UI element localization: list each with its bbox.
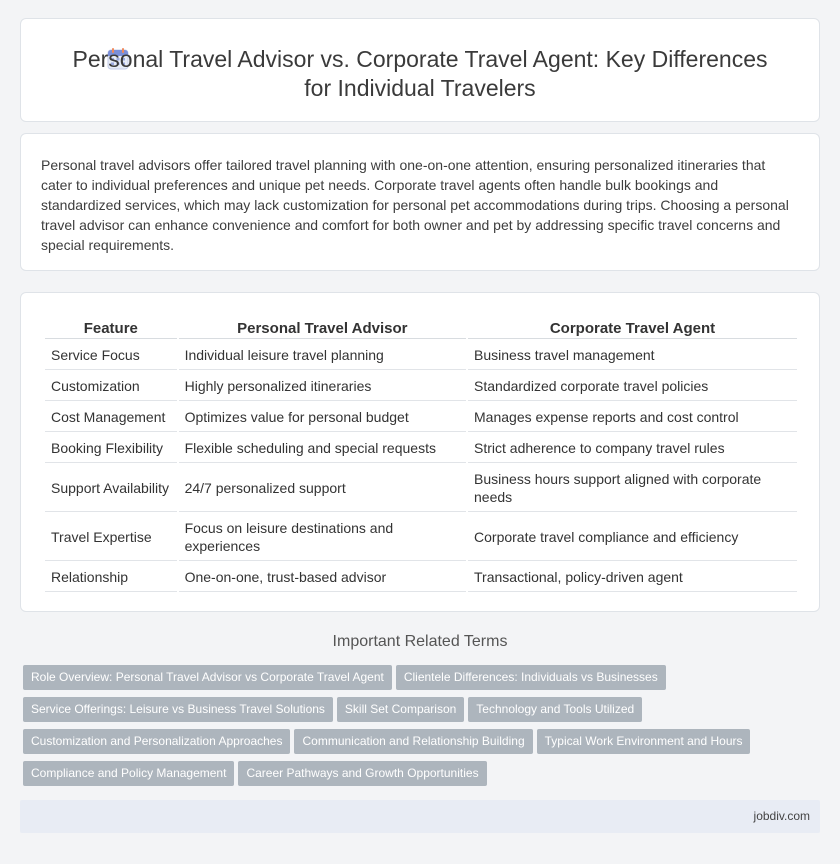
page-title: Personal Travel Advisor vs. Corporate Travel Agent: Key Differences for Individual Travelers — [72, 46, 768, 101]
corporate-cell: Business travel management — [468, 341, 797, 370]
feature-cell: Cost Management — [45, 403, 177, 432]
personal-cell: Highly personalized itineraries — [179, 372, 466, 401]
related-term-tag[interactable]: Customization and Personalization Approaches — [23, 729, 290, 754]
feature-cell: Relationship — [45, 563, 177, 592]
table-header-row — [45, 319, 797, 339]
related-term-tag[interactable]: Skill Set Comparison — [337, 697, 464, 722]
feature-cell: Booking Flexibility — [45, 434, 177, 463]
table-row — [45, 563, 797, 592]
corporate-cell: Manages expense reports and cost control — [468, 403, 797, 432]
related-term-tag[interactable]: Communication and Relationship Building — [294, 729, 532, 754]
personal-cell: 24/7 personalized support — [179, 465, 466, 512]
related-term-tag[interactable]: Technology and Tools Utilized — [468, 697, 642, 722]
table-row — [45, 465, 797, 512]
feature-cell: Support Availability — [45, 465, 177, 512]
corporate-cell: Business hours support aligned with corporate needs — [468, 465, 797, 512]
related-term-tag[interactable]: Typical Work Environment and Hours — [537, 729, 751, 754]
summary-card — [20, 133, 820, 271]
comparison-table — [43, 317, 799, 594]
table-row — [45, 372, 797, 401]
related-term-tag[interactable]: Career Pathways and Growth Opportunities — [238, 761, 486, 786]
related-term-tag[interactable]: Service Offerings: Leisure vs Business Travel Solutions — [23, 697, 333, 722]
personal-cell: Flexible scheduling and special requests — [179, 434, 466, 463]
comparison-card — [20, 292, 820, 612]
corporate-cell: Corporate travel compliance and efficiency — [468, 514, 797, 561]
table-row — [45, 341, 797, 370]
table-row — [45, 403, 797, 432]
related-term-tag[interactable]: Role Overview: Personal Travel Advisor vs Corporate Travel Agent — [23, 665, 392, 690]
column-header: Corporate Travel Agent — [468, 319, 797, 339]
site-link[interactable]: jobdiv.com — [753, 809, 810, 823]
personal-cell: Individual leisure travel planning — [179, 341, 466, 370]
corporate-cell: Transactional, policy-driven agent — [468, 563, 797, 592]
personal-cell: Optimizes value for personal budget — [179, 403, 466, 432]
related-term-tag[interactable]: Compliance and Policy Management — [23, 761, 234, 786]
related-term-tag[interactable]: Clientele Differences: Individuals vs Businesses — [396, 665, 666, 690]
summary-text: Personal travel advisors offer tailored travel planning with one-on-one attention, ensuring personalized itineraries that cater to individual preferences and unique pet needs. Corporate travel agents often handle bulk bookings and standardized services, which may lack customization for personal pet accommodations during trips. Choosing a personal travel advisor can enhance convenience and comfort for both owner and pet by addressing specific travel concerns and special requirements. — [41, 157, 789, 253]
table-row — [45, 514, 797, 561]
table-row — [45, 434, 797, 463]
corporate-cell: Strict adherence to company travel rules — [468, 434, 797, 463]
feature-cell: Service Focus — [45, 341, 177, 370]
personal-cell: Focus on leisure destinations and experiences — [179, 514, 466, 561]
corporate-cell: Standardized corporate travel policies — [468, 372, 797, 401]
feature-cell: Travel Expertise — [45, 514, 177, 561]
column-header: Feature — [45, 319, 177, 339]
title-card — [20, 18, 820, 122]
personal-cell: One-on-one, trust-based advisor — [179, 563, 466, 592]
related-terms-list — [23, 665, 813, 793]
related-terms-heading: Important Related Terms — [332, 633, 508, 650]
footer — [20, 800, 820, 833]
feature-cell: Customization — [45, 372, 177, 401]
column-header: Personal Travel Advisor — [179, 319, 466, 339]
